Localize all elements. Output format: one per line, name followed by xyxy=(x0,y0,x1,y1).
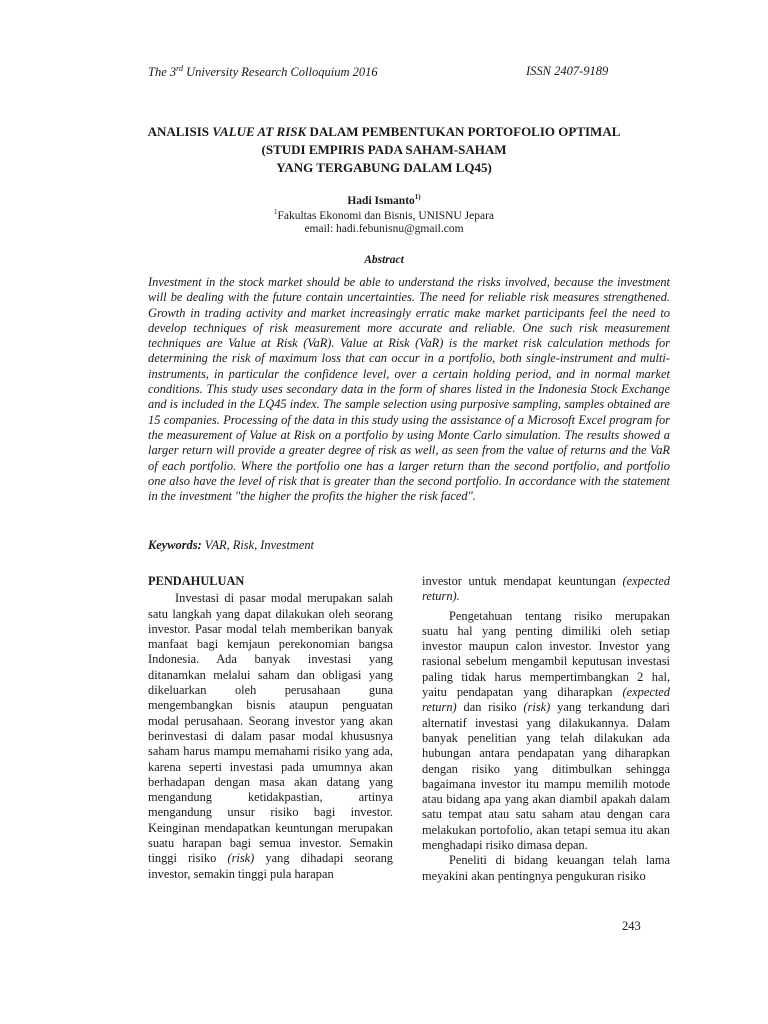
running-header-issn: ISSN 2407-9189 xyxy=(526,64,609,78)
body-paragraph: Investasi di pasar modal merupakan salah satu langkah yang dapat dilakukan oleh seorang investor. Pasar modal telah memberikan banyak manfaat bagi kemjaun perekonomian bangsa Indonesia. Ada banyak investasi yang ditanamkan melalui saham dan obligasi yang dikeluarkan oleh perusahaan guna mengembangkan bisnis ataupun penguatan modal perusahaan. Seorang investor yang akan berinvestasi di dalam pasar modal khususnya saham harus mampu memahami risiko yang ada, karena seperti investasi pada umumnya akan berhadapan dengan masa akan datang yang mengandung ketidakpastian, artinya mengandung unsur risiko bagi investor. Keinginan mendapatkan keuntungan merupakan suatu harapan bagi semua investor. Semakin tinggi risiko (risk) yang dihadapi seorang investor, semakin tinggi pula harapan xyxy=(148,591,393,881)
body-paragraph: investor untuk mendapat keuntungan (expected return). xyxy=(422,574,670,604)
author-email: email: hadi.febunisnu@gmail.com xyxy=(304,223,464,235)
section-heading: PENDAHULUAN xyxy=(148,574,245,588)
paper-title: ANALISIS VALUE AT RISK DALAM PEMBENTUKAN PORTOFOLIO OPTIMAL (STUDI EMPIRIS PADA SAHAM-SAHAM YANG TERGABUNG DALAM LQ45) xyxy=(147,124,621,175)
body-paragraph: Peneliti di bidang keuangan telah lama meyakini akan pentingnya pengukuran risiko xyxy=(422,853,670,883)
body-paragraph: Pengetahuan tentang risiko merupakan suatu hal yang penting dimiliki oleh setiap investor maupun calon investor. Investor yang rasional sebelum mengambil keputusan investasi paling tidak harus mempertimbangkan 2 hal, yaitu pendapatan yang diharapkan (expected return) dan risiko (risk) yang terkandung dari alternatif investasi yang dilakukannya. Dalam banyak penelitian yang telah dilakukan ada hubungan antara pendapatan yang diharapkan dengan risiko yang ditimbulkan sehingga bagaimana investor itu mampu memilih motode atau bidang apa yang akan diambil apakah dalam satu tempat atau satu saham atau dengan cara melakukan portofolio, akan tetapi semua itu akan menghadapi risiko dimasa depan. xyxy=(422,608,670,853)
page-number: 243 xyxy=(622,919,641,933)
abstract-text: Investment in the stock market should be able to understand the risks involved, because the investment will be dealing with the future contain uncertainties. The need for reliable risk measures strengthened. Growth in trading activity and market increasingly erratic make market participants feel the need to develop techniques of risk measurement more accurate and reliable. One such risk measurement techniques are Value at Risk (VaR). Value at Risk (VaR) is the market risk calculation methods for determining the risk of maximum loss that can occur in a portfolio, both single-instrument and multi-instruments, in particular the confidence level, over a certain holding period, and in normal market conditions. This study uses secondary data in the form of shares listed in the Indonesia Stock Exchange and is included in the LQ45 index. The sample selection using purposive sampling, samples obtained are 15 companies. Processing of the data in this study using the assistance of a Microsoft Excel program for the measurement of Value at Risk on a portfolio by using Monte Carlo simulation. The results showed a larger return will provide a greater degree of risk as well, as seen from the value of returns and the VaR of each portfolio. Where the portfolio one has a larger return than the second portfolio, and portfolio one also have the level of risk that is greater than the second portfolio. In accordance with the statement in the investment "the higher the profits the higher the risk faced". xyxy=(148,275,670,504)
abstract-heading: Abstract xyxy=(364,254,404,266)
left-column xyxy=(148,574,393,882)
keywords: Keywords: VAR, Risk, Investment xyxy=(148,538,314,552)
author-affiliation: $^1$Fakultas Ekonomi dan Bisnis, UNISNU Jepara xyxy=(273,208,495,222)
author-name: Hadi Ismanto$^{1)}$ xyxy=(347,193,421,207)
right-column xyxy=(422,574,670,884)
running-header-conference: The 3rd University Research Colloquium 2016 xyxy=(148,64,378,80)
